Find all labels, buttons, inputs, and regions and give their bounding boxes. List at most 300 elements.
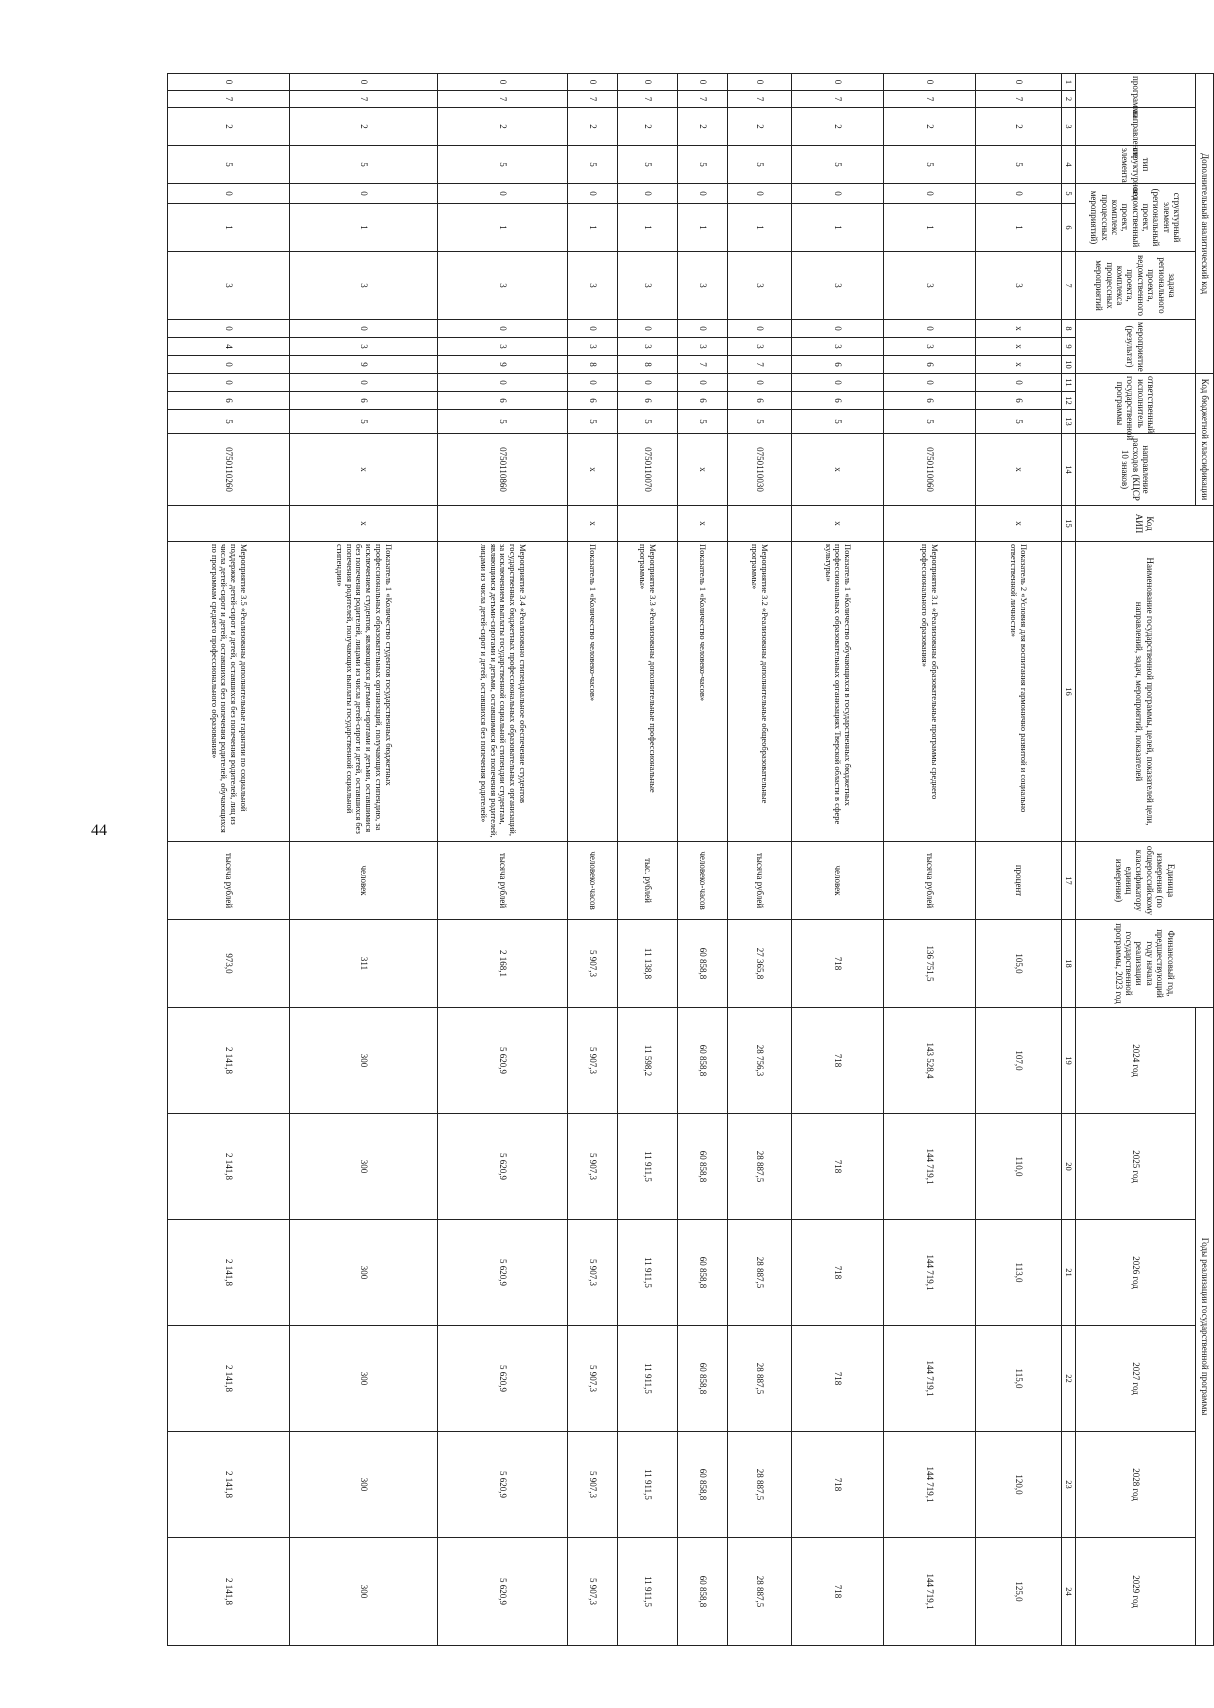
code-cell: 6 [884, 392, 976, 410]
base-year-value-cell: 311 [290, 920, 438, 1008]
code-cell: 5 [976, 146, 1062, 184]
year-value-cell: 28 887,5 [728, 1220, 792, 1326]
code-cell: 6 [678, 392, 728, 410]
code-cell: 0 [568, 320, 618, 338]
col-number: 2 [1062, 91, 1076, 108]
year-value-cell: 60 858,8 [678, 1008, 728, 1114]
year-value-cell: 5 907,3 [568, 1538, 618, 1646]
code-cell: 0 [290, 184, 438, 204]
year-value-cell: 5 620,9 [438, 1008, 568, 1114]
year-value-cell: 2 141,8 [168, 1538, 290, 1646]
unit-cell: человек [792, 842, 884, 920]
code-cell: 0 [884, 374, 976, 392]
base-year-value-cell: 11 138,8 [618, 920, 678, 1008]
header-struct-type: тип структурного элемента [1076, 146, 1196, 184]
header-program: программа [1076, 74, 1196, 108]
year-value-cell: 107,0 [976, 1008, 1062, 1114]
code-cell: 1 [678, 204, 728, 252]
base-year-value-cell: 973,0 [168, 920, 290, 1008]
code-cell: 0 [568, 374, 618, 392]
code-cell: 1 [438, 204, 568, 252]
code-cell: 5 [290, 410, 438, 434]
col-number: 13 [1062, 410, 1076, 434]
code-cell: 9 [290, 356, 438, 374]
code-cell: 9 [438, 356, 568, 374]
header-year-2026: 2026 год [1076, 1220, 1196, 1326]
code-cell: 3 [568, 252, 618, 320]
program-table [167, 73, 1214, 1646]
year-value-cell: 113,0 [976, 1220, 1062, 1326]
item-name-cell: Показатель 1 «Количество человеко-часов» [678, 542, 728, 842]
col-number: 4 [1062, 146, 1076, 184]
year-value-cell: 60 858,8 [678, 1220, 728, 1326]
base-year-value-cell: 5 907,3 [568, 920, 618, 1008]
code-cell: x [678, 506, 728, 542]
year-value-cell: 718 [792, 1538, 884, 1646]
code-cell: 2 [678, 108, 728, 146]
code-cell: 5 [568, 410, 618, 434]
code-cell: x [568, 506, 618, 542]
code-cell: 3 [728, 338, 792, 356]
code-cell: 2 [290, 108, 438, 146]
code-cell: 7 [168, 91, 290, 108]
code-cell: 3 [168, 252, 290, 320]
code-cell: 7 [678, 91, 728, 108]
code-cell: 3 [792, 252, 884, 320]
code-cell: 0 [568, 184, 618, 204]
code-cell: 0 [884, 320, 976, 338]
header-expense: направление расходов (КЦСР 10 знаков) [1076, 434, 1196, 506]
code-cell: 1 [568, 204, 618, 252]
header-year-2029: 2029 год [1076, 1538, 1196, 1646]
code-cell: 0 [792, 374, 884, 392]
year-value-cell: 5 907,3 [568, 1114, 618, 1220]
header-executor: ответственный исполнитель государственной программы [1076, 374, 1196, 434]
code-cell: 0 [884, 74, 976, 91]
header-direction: направление [1076, 108, 1196, 146]
code-cell: 5 [728, 146, 792, 184]
code-cell: 0750110030 [728, 434, 792, 506]
col-number: 21 [1062, 1220, 1076, 1326]
year-value-cell: 2 141,8 [168, 1008, 290, 1114]
code-cell: 0 [618, 374, 678, 392]
code-cell: 1 [792, 204, 884, 252]
code-cell: 1 [976, 204, 1062, 252]
year-value-cell: 5 620,9 [438, 1538, 568, 1646]
header-year-2025: 2025 год [1076, 1114, 1196, 1220]
code-cell: 0 [792, 74, 884, 91]
code-cell: x [976, 338, 1062, 356]
rotated-table-wrapper [166, 73, 1214, 1625]
col-number: 22 [1062, 1326, 1076, 1432]
table-row [678, 74, 728, 1646]
code-cell: 3 [290, 338, 438, 356]
header-struct-element: структурный элемент (региональный проект, ведомственный проект, комплекс процессных мероприятий) [1076, 184, 1196, 252]
year-value-cell: 300 [290, 1326, 438, 1432]
year-value-cell: 28 887,5 [728, 1326, 792, 1432]
code-cell: 7 [618, 91, 678, 108]
code-cell: 0 [678, 74, 728, 91]
header-year-2027: 2027 год [1076, 1326, 1196, 1432]
year-value-cell: 11 911,5 [618, 1220, 678, 1326]
table-row [168, 74, 290, 1646]
year-value-cell: 300 [290, 1008, 438, 1114]
table-body [168, 74, 1062, 1646]
code-cell: 2 [618, 108, 678, 146]
code-cell [618, 506, 678, 542]
code-cell: 1 [290, 204, 438, 252]
year-value-cell: 718 [792, 1432, 884, 1538]
table-row [568, 74, 618, 1646]
table-row [884, 74, 976, 1646]
code-cell: 5 [168, 146, 290, 184]
code-cell: 3 [728, 252, 792, 320]
code-cell: 0 [678, 320, 728, 338]
year-value-cell: 28 887,5 [728, 1538, 792, 1646]
year-value-cell: 28 887,5 [728, 1114, 792, 1220]
code-cell: 6 [290, 392, 438, 410]
unit-cell: процент [976, 842, 1062, 920]
code-cell: 2 [168, 108, 290, 146]
year-value-cell: 300 [290, 1114, 438, 1220]
code-cell: 1 [884, 204, 976, 252]
code-cell: 6 [792, 356, 884, 374]
code-cell: 5 [728, 410, 792, 434]
code-cell: 2 [438, 108, 568, 146]
code-cell: 6 [728, 392, 792, 410]
code-cell: 5 [568, 146, 618, 184]
code-cell: 0 [618, 184, 678, 204]
code-cell: 2 [976, 108, 1062, 146]
header-aip-code: Код АИП [1076, 506, 1214, 542]
code-cell: 0 [438, 320, 568, 338]
rotated-table-canvas [166, 73, 1214, 1625]
code-cell: 6 [568, 392, 618, 410]
code-cell: 0 [168, 184, 290, 204]
header-years-group: Годы реализации государственной программы [1196, 1008, 1214, 1646]
code-cell: 5 [884, 146, 976, 184]
item-name-cell: Мероприятие 3.3 «Реализованы дополнительные профессиональные программы» [618, 542, 678, 842]
code-cell: x [792, 506, 884, 542]
code-cell: 0 [290, 320, 438, 338]
code-cell: 0 [976, 374, 1062, 392]
header-unit: Единица измерения (по общероссийскому классификатору единиц измерения) [1076, 842, 1214, 920]
code-cell: 5 [438, 146, 568, 184]
code-cell: 3 [438, 252, 568, 320]
item-name-cell: Мероприятие 3.1 «Реализованы образовательные программы среднего профессионального образования» [884, 542, 976, 842]
code-cell: 6 [884, 356, 976, 374]
code-cell: 0750110060 [884, 434, 976, 506]
code-cell: 7 [792, 91, 884, 108]
code-cell: 6 [168, 392, 290, 410]
year-value-cell: 11 598,2 [618, 1008, 678, 1114]
code-cell: 0750110860 [438, 434, 568, 506]
code-cell: 6 [792, 392, 884, 410]
code-cell: 0 [618, 320, 678, 338]
code-cell: 3 [976, 252, 1062, 320]
table-row [792, 74, 884, 1646]
year-value-cell: 125,0 [976, 1538, 1062, 1646]
year-value-cell: 5 620,9 [438, 1220, 568, 1326]
code-cell: x [792, 434, 884, 506]
year-value-cell: 5 620,9 [438, 1326, 568, 1432]
code-cell: 4 [168, 338, 290, 356]
item-name-cell: Мероприятие 3.4 «Реализовано стипендиальное обеспечение студентов государственных бюджетных профессиональных образовательных организаций, за исключением выплаты государственной социальной стипендии студентам, являющимся детьми-сиротами и детьми, оставшимися без попечения родителей, лицами из числа детей-сирот и детей, оставшихся без попечения родителей» [438, 542, 568, 842]
year-value-cell: 5 907,3 [568, 1220, 618, 1326]
col-number: 24 [1062, 1538, 1076, 1646]
col-number: 10 [1062, 356, 1076, 374]
col-number: 1 [1062, 74, 1076, 91]
year-value-cell: 300 [290, 1432, 438, 1538]
item-name-cell: Показатель 1 «Количество студентов государственных бюджетных профессиональных образовательных организаций, получающих стипендию, за исключением студентов, являющихся детьми-сиротами и детьми, оставшимися без попечения родителей, лицами из числа детей-сирот и детей, оставшихся без попечения родителей, получающих выплаты государственной социальной стипендии» [290, 542, 438, 842]
code-cell: 0 [290, 374, 438, 392]
code-cell: 0 [728, 74, 792, 91]
code-cell: 5 [678, 410, 728, 434]
code-cell: 7 [728, 91, 792, 108]
col-number: 18 [1062, 920, 1076, 1008]
year-value-cell: 144 719,1 [884, 1326, 976, 1432]
year-value-cell: 5 907,3 [568, 1008, 618, 1114]
col-number: 20 [1062, 1114, 1076, 1220]
col-number: 15 [1062, 506, 1076, 542]
code-cell: 7 [290, 91, 438, 108]
item-name-cell: Показатель 1 «Количество обучающихся в государственных бюджетных профессиональных образовательных организациях Тверской области в сфере культуры» [792, 542, 884, 842]
code-cell: x [976, 356, 1062, 374]
code-cell: 5 [884, 410, 976, 434]
code-cell: 6 [976, 392, 1062, 410]
page-number: 44 [91, 822, 107, 839]
year-value-cell: 5 907,3 [568, 1432, 618, 1538]
base-year-value-cell: 60 858,8 [678, 920, 728, 1008]
unit-cell: тысяча рублей [168, 842, 290, 920]
col-number: 16 [1062, 542, 1076, 842]
code-cell: 3 [618, 338, 678, 356]
code-cell: 0 [678, 184, 728, 204]
year-value-cell: 120,0 [976, 1432, 1062, 1538]
code-cell: 5 [792, 410, 884, 434]
year-value-cell: 144 719,1 [884, 1538, 976, 1646]
year-value-cell: 144 719,1 [884, 1114, 976, 1220]
code-cell: 0 [168, 374, 290, 392]
col-number: 23 [1062, 1432, 1076, 1538]
year-value-cell: 110,0 [976, 1114, 1062, 1220]
code-cell: 0 [976, 184, 1062, 204]
code-cell: 3 [568, 338, 618, 356]
year-value-cell: 11 911,5 [618, 1538, 678, 1646]
code-cell: 0 [728, 374, 792, 392]
table-row [290, 74, 438, 1646]
code-cell: 5 [290, 146, 438, 184]
code-cell: 5 [678, 146, 728, 184]
code-cell: 5 [792, 146, 884, 184]
code-cell: 8 [568, 356, 618, 374]
year-value-cell: 718 [792, 1220, 884, 1326]
code-cell: 7 [438, 91, 568, 108]
year-value-cell: 28 887,5 [728, 1432, 792, 1538]
header-year-2024: 2024 год [1076, 1008, 1196, 1114]
code-cell: 2 [568, 108, 618, 146]
code-cell: 0 [438, 184, 568, 204]
year-value-cell: 2 141,8 [168, 1114, 290, 1220]
year-value-cell: 5 620,9 [438, 1114, 568, 1220]
year-value-cell: 28 756,3 [728, 1008, 792, 1114]
code-cell: 0 [728, 184, 792, 204]
year-value-cell: 718 [792, 1114, 884, 1220]
year-value-cell: 60 858,8 [678, 1114, 728, 1220]
code-cell: x [568, 434, 618, 506]
code-cell: 1 [168, 204, 290, 252]
code-cell [728, 506, 792, 542]
code-cell: 5 [618, 146, 678, 184]
code-cell: 0 [168, 320, 290, 338]
code-cell: 2 [884, 108, 976, 146]
header-budget-code: Код бюджетной классификации [1196, 374, 1214, 506]
header-event: мероприятие (результат) [1076, 320, 1196, 374]
base-year-value-cell: 2 168,1 [438, 920, 568, 1008]
unit-cell: человеко-часов [568, 842, 618, 920]
code-cell: 0 [290, 74, 438, 91]
code-cell: x [290, 434, 438, 506]
table-row [618, 74, 678, 1646]
unit-cell: человеко-часов [678, 842, 728, 920]
col-number: 7 [1062, 252, 1076, 320]
col-number: 12 [1062, 392, 1076, 410]
year-value-cell: 11 911,5 [618, 1114, 678, 1220]
year-value-cell: 115,0 [976, 1326, 1062, 1432]
table-row [728, 74, 792, 1646]
code-cell: 5 [976, 410, 1062, 434]
code-cell: 3 [290, 252, 438, 320]
code-cell: 0750110070 [618, 434, 678, 506]
year-value-cell: 5 907,3 [568, 1326, 618, 1432]
code-cell: 7 [884, 91, 976, 108]
code-cell: 3 [678, 338, 728, 356]
year-value-cell: 144 719,1 [884, 1432, 976, 1538]
year-value-cell: 2 141,8 [168, 1220, 290, 1326]
code-cell: 0750110260 [168, 434, 290, 506]
code-cell: 3 [618, 252, 678, 320]
code-cell: 0 [438, 74, 568, 91]
code-cell: 3 [884, 252, 976, 320]
code-cell: 0 [568, 74, 618, 91]
code-cell: 5 [618, 410, 678, 434]
year-value-cell: 718 [792, 1008, 884, 1114]
item-name-cell: Мероприятие 3.2 «Реализованы дополнительные общеобразовательные программы» [728, 542, 792, 842]
code-cell: 3 [884, 338, 976, 356]
code-cell [438, 506, 568, 542]
year-value-cell: 11 911,5 [618, 1326, 678, 1432]
col-number: 14 [1062, 434, 1076, 506]
code-cell: 6 [618, 392, 678, 410]
code-cell: 7 [678, 356, 728, 374]
col-number: 9 [1062, 338, 1076, 356]
code-cell: 0 [168, 74, 290, 91]
code-cell: 0 [438, 374, 568, 392]
year-value-cell: 5 620,9 [438, 1432, 568, 1538]
code-cell [168, 506, 290, 542]
code-cell: x [678, 434, 728, 506]
col-number: 17 [1062, 842, 1076, 920]
table-row [976, 74, 1062, 1646]
year-value-cell: 60 858,8 [678, 1432, 728, 1538]
year-value-cell: 2 141,8 [168, 1326, 290, 1432]
code-cell: 0 [884, 184, 976, 204]
col-number: 8 [1062, 320, 1076, 338]
item-name-cell: Показатель 2 «Условия для воспитания гармонично развитой и социально ответственной личности» [976, 542, 1062, 842]
year-value-cell: 60 858,8 [678, 1326, 728, 1432]
code-cell: 7 [976, 91, 1062, 108]
year-value-cell: 143 528,4 [884, 1008, 976, 1114]
code-cell [884, 506, 976, 542]
year-value-cell: 300 [290, 1220, 438, 1326]
col-number: 19 [1062, 1008, 1076, 1114]
column-number-row [1062, 74, 1076, 1646]
unit-cell: тыс. рублей [618, 842, 678, 920]
code-cell: 7 [728, 356, 792, 374]
unit-cell: человек [290, 842, 438, 920]
code-cell: 6 [438, 392, 568, 410]
header-name: Наименование государственной программы, целей, показателей цели, направлений, задач, мероприятий, показателей [1076, 542, 1214, 842]
code-cell: 8 [618, 356, 678, 374]
code-cell: 0 [678, 374, 728, 392]
col-number: 5 [1062, 184, 1076, 204]
col-number: 11 [1062, 374, 1076, 392]
code-cell: 2 [792, 108, 884, 146]
code-cell: 5 [168, 410, 290, 434]
base-year-value-cell: 718 [792, 920, 884, 1008]
code-cell: 0 [792, 184, 884, 204]
header-base-year: Финансовый год, предшествующий году начала реализации государственной программы, 2023 год [1076, 920, 1214, 1008]
code-cell: 0 [728, 320, 792, 338]
code-cell: x [976, 506, 1062, 542]
year-value-cell: 300 [290, 1538, 438, 1646]
header-year-2028: 2028 год [1076, 1432, 1196, 1538]
code-cell: 7 [568, 91, 618, 108]
code-cell: 0 [976, 74, 1062, 91]
year-value-cell: 718 [792, 1326, 884, 1432]
year-value-cell: 2 141,8 [168, 1432, 290, 1538]
base-year-value-cell: 105,0 [976, 920, 1062, 1008]
unit-cell: тысяча рублей [884, 842, 976, 920]
code-cell: 2 [728, 108, 792, 146]
code-cell: x [976, 320, 1062, 338]
code-cell: 3 [792, 338, 884, 356]
code-cell: 0 [168, 356, 290, 374]
base-year-value-cell: 136 751,5 [884, 920, 976, 1008]
code-cell: 1 [618, 204, 678, 252]
item-name-cell: Мероприятие 3.5 «Реализованы дополнительные гарантии по социальной поддержке детей-сирот и детей, оставшихся без попечения родителей, лиц из числа детей-сирот и детей, оставшихся без попечения родителей, обучающихся по программам среднего профессионального образования» [168, 542, 290, 842]
code-cell: 0 [792, 320, 884, 338]
code-cell: 3 [678, 252, 728, 320]
unit-cell: тысяча рублей [438, 842, 568, 920]
table-row [438, 74, 568, 1646]
col-number: 6 [1062, 204, 1076, 252]
header-additional-code: Дополнительный аналитический код [1196, 74, 1214, 374]
year-value-cell: 11 911,5 [618, 1432, 678, 1538]
col-number: 3 [1062, 108, 1076, 146]
code-cell: 0 [618, 74, 678, 91]
code-cell: 5 [438, 410, 568, 434]
code-cell: x [976, 434, 1062, 506]
year-value-cell: 144 719,1 [884, 1220, 976, 1326]
code-cell: 1 [728, 204, 792, 252]
header-task: задача регионального проекта, ведомственного проекта, комплекса процессных мероприятий [1076, 252, 1196, 320]
year-value-cell: 60 858,8 [678, 1538, 728, 1646]
code-cell: x [290, 506, 438, 542]
item-name-cell: Показатель 1 «Количество человеко-часов» [568, 542, 618, 842]
unit-cell: тысяча рублей [728, 842, 792, 920]
code-cell: 3 [438, 338, 568, 356]
